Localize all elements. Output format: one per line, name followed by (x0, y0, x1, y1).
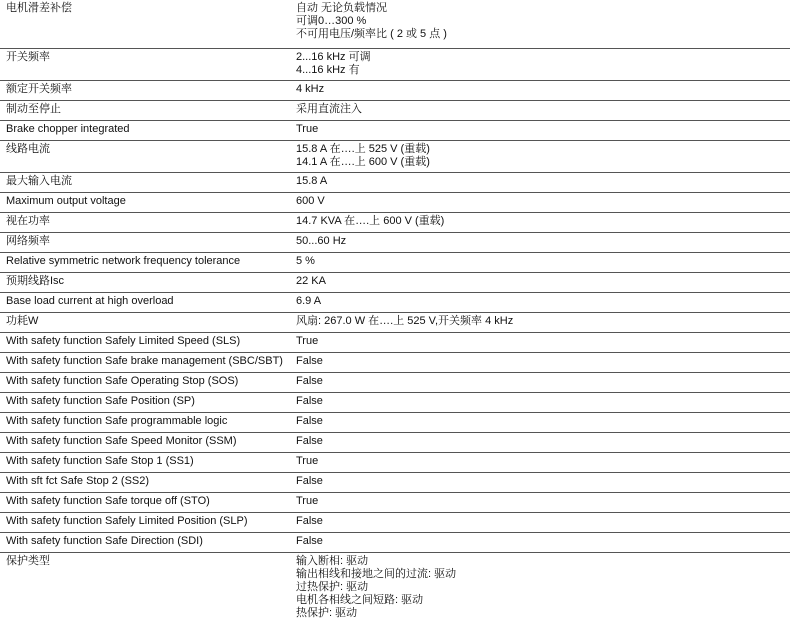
spec-row (0, 253, 790, 273)
spec-row (0, 313, 790, 333)
spec-value-line: False (296, 515, 323, 527)
spec-row (0, 373, 790, 393)
spec-label: With safety function Safe torque off (STO) (6, 495, 210, 507)
spec-value (296, 103, 776, 116)
spec-label: With safety function Safely Limited Position (SLP) (6, 515, 248, 527)
spec-value-line: False (296, 415, 323, 427)
spec-row (0, 121, 790, 141)
spec-label: 电机滑差补偿 (6, 2, 72, 14)
spec-row (0, 553, 790, 623)
spec-value (296, 515, 776, 528)
spec-row (0, 413, 790, 433)
spec-value (296, 395, 776, 408)
spec-value-line: 15.8 A (296, 175, 328, 187)
spec-row (0, 49, 790, 81)
spec-value (296, 535, 776, 548)
spec-label: 最大输入电流 (6, 175, 72, 187)
spec-value (296, 435, 776, 448)
spec-label: Relative symmetric network frequency tolerance (6, 255, 241, 267)
spec-value-line: 输出相线和接地之间的过流: 驱动 (296, 568, 457, 580)
spec-label: 视在功率 (6, 215, 50, 227)
spec-value-line: True (296, 123, 319, 135)
spec-row (0, 273, 790, 293)
spec-value (296, 335, 776, 348)
spec-row (0, 173, 790, 193)
spec-value-line: 50...60 Hz (296, 235, 347, 247)
spec-row (0, 453, 790, 473)
spec-value-line: False (296, 535, 323, 547)
spec-label: 保护类型 (6, 555, 50, 567)
spec-value (296, 83, 776, 96)
spec-value (296, 275, 776, 288)
spec-value-line: 不可用电压/频率比 ( 2 或 5 点 ) (296, 28, 447, 40)
spec-value-line: 14.7 KVA 在….上 600 V (重载) (296, 215, 445, 227)
spec-value-line: True (296, 495, 319, 507)
spec-value-line: 采用直流注入 (296, 103, 362, 115)
spec-value (296, 51, 776, 77)
spec-value-line: 2...16 kHz 可调 (296, 51, 371, 63)
spec-row (0, 0, 790, 49)
spec-label: 开关频率 (6, 51, 50, 63)
spec-value-line: True (296, 455, 319, 467)
spec-row (0, 513, 790, 533)
spec-value-line: 自动 无论负载情况 (296, 2, 388, 14)
spec-label: 额定开关频率 (6, 83, 72, 95)
spec-label: With safety function Safe Stop 1 (SS1) (6, 455, 194, 467)
spec-value (296, 195, 776, 208)
spec-label: With sft fct Safe Stop 2 (SS2) (6, 475, 150, 487)
spec-value-line: True (296, 335, 319, 347)
spec-label: With safety function Safely Limited Speed (SLS) (6, 335, 241, 347)
spec-value (296, 175, 776, 188)
spec-value-line: False (296, 355, 323, 367)
spec-value-line: 4...16 kHz 有 (296, 64, 360, 76)
spec-label: Base load current at high overload (6, 295, 174, 307)
spec-value-line: 5 % (296, 255, 315, 267)
spec-value (296, 295, 776, 308)
spec-row (0, 473, 790, 493)
spec-value-line: False (296, 435, 323, 447)
spec-value-line: 600 V (296, 195, 325, 207)
spec-row (0, 81, 790, 101)
spec-label: 网络频率 (6, 235, 50, 247)
spec-value (296, 2, 776, 41)
spec-value-line: 15.8 A 在….上 525 V (重载) (296, 143, 430, 155)
spec-label: With safety function Safe Position (SP) (6, 395, 195, 407)
spec-row (0, 213, 790, 233)
spec-label: With safety function Safe brake management (SBC/SBT) (6, 355, 283, 367)
spec-row (0, 353, 790, 373)
spec-value-line: 输入断相: 驱动 (296, 555, 369, 567)
spec-label: With safety function Safe Operating Stop (SOS) (6, 375, 239, 387)
spec-value-line: 6.9 A (296, 295, 322, 307)
spec-value-line: 电机各相线之间短路: 驱动 (296, 594, 424, 606)
spec-value-line: 热保护: 驱动 (296, 607, 358, 619)
spec-row (0, 433, 790, 453)
spec-value-line: 可调0…300 % (296, 15, 367, 27)
spec-row (0, 293, 790, 313)
spec-label: Maximum output voltage (6, 195, 126, 207)
spec-value (296, 235, 776, 248)
spec-value (296, 495, 776, 508)
spec-value-line: 4 kHz (296, 83, 325, 95)
spec-row (0, 333, 790, 353)
spec-row (0, 233, 790, 253)
spec-value-line: False (296, 475, 323, 487)
spec-label: 制动至停止 (6, 103, 61, 115)
spec-value-line: 14.1 A 在….上 600 V (重载) (296, 156, 430, 168)
spec-row (0, 493, 790, 513)
spec-label: Brake chopper integrated (6, 123, 130, 135)
spec-value-line: False (296, 395, 323, 407)
spec-row (0, 193, 790, 213)
spec-label: With safety function Safe Direction (SDI) (6, 535, 203, 547)
spec-row (0, 533, 790, 553)
spec-value-line: 过热保护: 驱动 (296, 581, 369, 593)
spec-value (296, 375, 776, 388)
spec-label: 功耗W (6, 315, 39, 327)
spec-value-line: False (296, 375, 323, 387)
spec-value (296, 315, 776, 328)
spec-label: With safety function Safe programmable logic (6, 415, 228, 427)
spec-value (296, 475, 776, 488)
spec-row (0, 101, 790, 121)
spec-value-line: 风扇: 267.0 W 在….上 525 V,开关频率 4 kHz (296, 315, 514, 327)
spec-row (0, 141, 790, 173)
spec-value (296, 123, 776, 136)
spec-label: 线路电流 (6, 143, 50, 155)
spec-label: 预期线路Isc (6, 275, 65, 287)
spec-value (296, 355, 776, 368)
spec-value (296, 415, 776, 428)
spec-value (296, 255, 776, 268)
spec-value-line: 22 KA (296, 275, 326, 287)
spec-value (296, 143, 776, 169)
spec-row (0, 393, 790, 413)
spec-value (296, 555, 776, 620)
spec-value (296, 455, 776, 468)
spec-value (296, 215, 776, 228)
spec-label: With safety function Safe Speed Monitor (SSM) (6, 435, 237, 447)
